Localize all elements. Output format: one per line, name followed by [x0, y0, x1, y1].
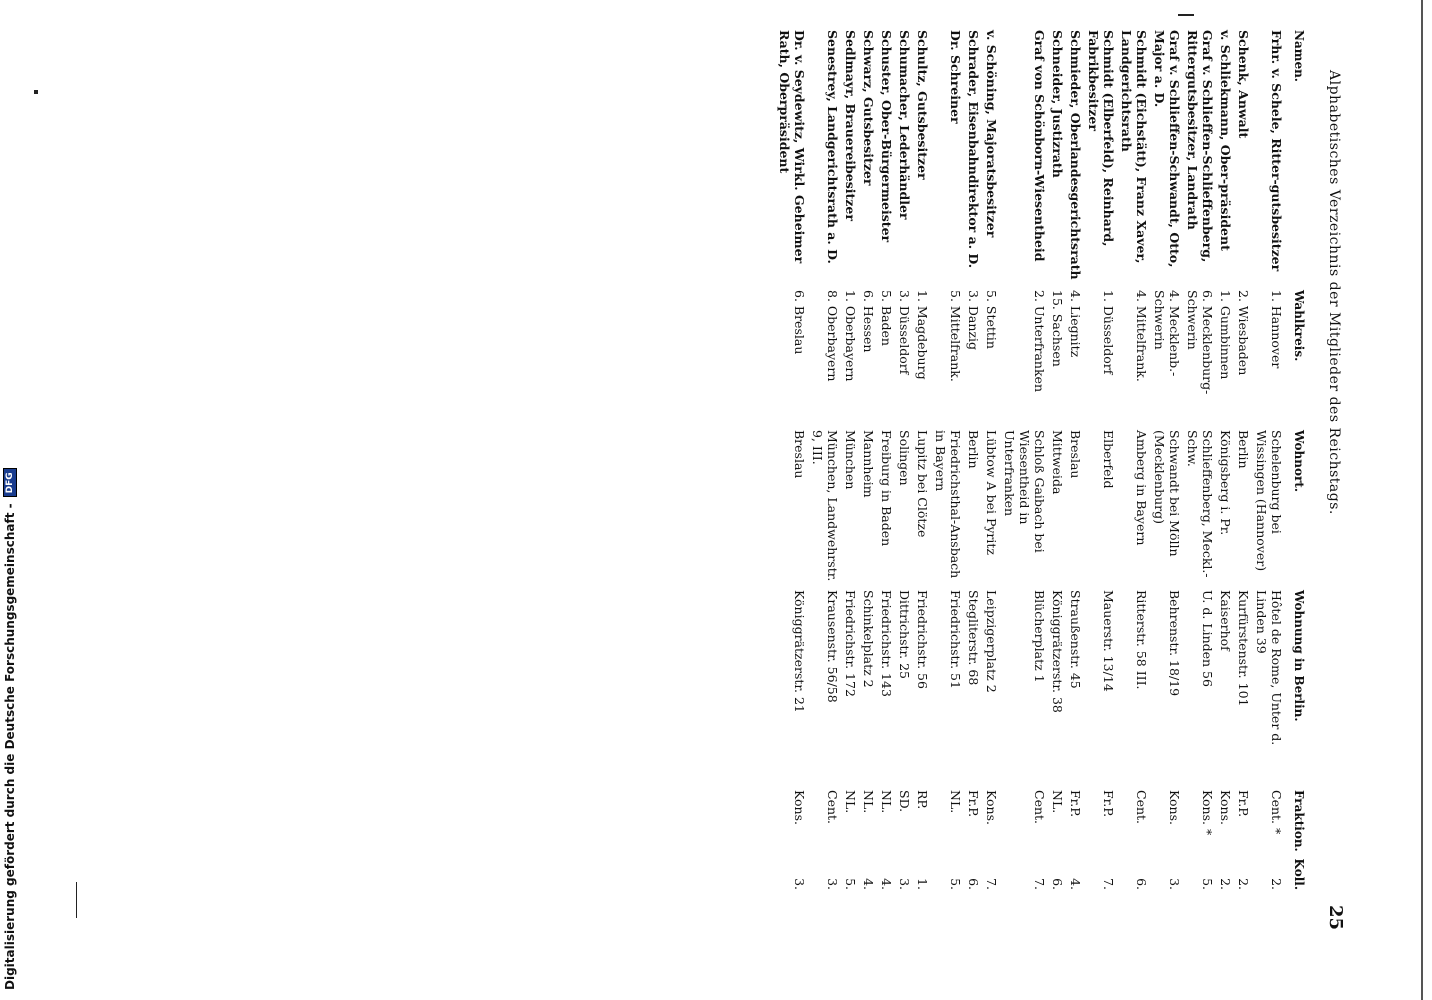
list-item: [879, 30, 894, 930]
list-item: [1050, 30, 1065, 930]
member-berlin-address: Königgrätzerstr. 38: [1050, 590, 1065, 713]
list-item: [810, 30, 840, 930]
member-wahlkreis: 15. Sachsen: [1050, 290, 1065, 367]
member-fraktion: Cent.: [1134, 790, 1149, 825]
member-wohnort: Mannheim: [861, 430, 876, 498]
member-wohnort: Lupitz bei Clötze: [915, 430, 930, 538]
member-wahlkreis: 1. Oberbayern: [843, 290, 858, 382]
column-header-wohnort: Wohnort.: [1292, 430, 1306, 492]
member-name: Dr. Schreiner: [948, 30, 963, 124]
list-item: [843, 30, 858, 930]
list-item: [1254, 30, 1284, 930]
scan-artifact: [76, 882, 77, 918]
member-wahlkreis: 3. Danzig: [966, 290, 981, 351]
member-wohnort: Schlieffenberg, Meckl.-Schw.: [1185, 430, 1215, 578]
member-name: Schultz, Gutsbesitzer: [915, 30, 930, 180]
member-kolonne: 3.: [792, 878, 807, 890]
member-wohnort: Schloß Gaibach bei Wiesentheid in Unterfranken: [1002, 430, 1047, 553]
list-item: [1086, 30, 1116, 930]
dfg-logo: DFG: [3, 468, 17, 497]
member-name: Frhr. v. Schele, Ritter-gutsbesitzer: [1269, 30, 1284, 272]
member-wohnort: Friedrichsthal-Ansbach in Bayern: [933, 430, 963, 579]
member-berlin-address: Ritterstr. 58 III.: [1134, 590, 1149, 690]
member-wohnort: Lübtow A bei Pyritz: [984, 430, 999, 555]
member-kolonne: 1.: [915, 878, 930, 890]
list-item: [1068, 30, 1083, 930]
member-wahlkreis: 2. Unterfranken: [1032, 290, 1047, 393]
member-name: Schenk, Anwalt: [1236, 30, 1251, 139]
scan-artifact: [1178, 14, 1194, 16]
member-berlin-address: Friedrichstr. 172: [843, 590, 858, 697]
member-fraktion: Fr.P.: [1236, 790, 1251, 818]
member-wahlkreis: 4. Liegnitz: [1068, 290, 1083, 358]
member-berlin-address: Krausenstr. 56/58: [825, 590, 840, 703]
member-kolonne: 3.: [1167, 878, 1182, 890]
member-kolonne: 6.: [1134, 878, 1149, 890]
member-name: Schmidt (Elberfeld), Reinhard, Fabrikbesitzer: [1086, 30, 1116, 247]
member-fraktion: Cent.: [825, 790, 840, 825]
member-wohnort: Solingen: [897, 430, 912, 486]
member-fraktion: NL.: [1050, 790, 1065, 814]
member-name: Dr. v. Seydewitz, Wirkl. Geheimer Rath, Oberpräsident: [777, 30, 807, 264]
member-wohnort: Freiburg in Baden: [879, 430, 894, 547]
member-wahlkreis: 5. Stettin: [984, 290, 999, 349]
member-fraktion: NL.: [843, 790, 858, 814]
member-wohnort: Elberfeld: [1101, 430, 1116, 489]
member-kolonne: 3.: [825, 878, 840, 890]
member-berlin-address: Königgrätzerstr. 21: [792, 590, 807, 713]
list-item: [1002, 30, 1047, 930]
list-item: [933, 30, 963, 930]
member-fraktion: NL.: [861, 790, 876, 814]
member-name: Graf v. Schlieffen-Schlieffenberg, Rittergutsbesitzer, Landrath: [1185, 30, 1215, 263]
document-page: [416, 30, 1346, 930]
member-fraktion: Fr.P.: [1068, 790, 1083, 818]
member-berlin-address: Leipzigerplatz 2: [984, 590, 999, 693]
member-berlin-address: Mauerstr. 13/14: [1101, 590, 1116, 692]
member-kolonne: 7.: [984, 878, 999, 890]
member-berlin-address: Blücherplatz 1: [1032, 590, 1047, 683]
member-berlin-address: Dittrichstr. 25: [897, 590, 912, 679]
member-wahlkreis: 1. Magdeburg: [915, 290, 930, 380]
member-wahlkreis: 5. Baden: [879, 290, 894, 346]
member-wohnort: München: [843, 430, 858, 490]
column-header-berlin: Wohnung in Berlin.: [1292, 590, 1306, 722]
member-fraktion: SD.: [897, 790, 912, 813]
member-wahlkreis: 8. Oberbayern: [825, 290, 840, 382]
member-name: Schneider, Justizrath: [1050, 30, 1065, 178]
page-title: Alphabetisches Verzeichnis der Mitglieder des Reichstags.: [1326, 70, 1342, 515]
member-name: Sedlmayr, Brauereibesitzer: [843, 30, 858, 221]
member-name: Schmidt (Eichstätt), Franz Xaver, Landgerichtsrath: [1119, 30, 1149, 264]
member-kolonne: 6.: [966, 878, 981, 890]
member-wahlkreis: 2. Wiesbaden: [1236, 290, 1251, 376]
list-item: [1185, 30, 1215, 930]
list-item: [984, 30, 999, 930]
member-berlin-address: Friedrichstr. 51: [948, 590, 963, 689]
member-name: Graf v. Schlieffen-Schwandt, Otto, Major a. D.: [1152, 30, 1182, 268]
member-wohnort: Breslau: [1068, 430, 1083, 479]
scan-artifact: [1421, 0, 1423, 1000]
member-name: v. Schöning, Majoratsbesitzer: [984, 30, 999, 238]
member-name: Senestrey, Landgerichtsrath a. D.: [825, 30, 840, 264]
member-kolonne: 2.: [1218, 878, 1233, 890]
member-kolonne: 7.: [1101, 878, 1116, 890]
member-fraktion: Kons.: [1167, 790, 1182, 825]
rotated-content: [416, 30, 1346, 930]
list-item: [861, 30, 876, 930]
column-header-name: Namen.: [1292, 30, 1306, 82]
member-name: Schuster, Ober-Bürgermeister: [879, 30, 894, 243]
member-kolonne: 7.: [1032, 878, 1047, 890]
member-fraktion: Kons.: [1218, 790, 1233, 825]
column-header-kolonne: Koll.: [1292, 858, 1306, 890]
member-wohnort: München, Landwehrstr. 9, III.: [810, 430, 840, 582]
member-wohnort: Mittweida: [1050, 430, 1065, 495]
list-item: [1236, 30, 1251, 930]
member-fraktion: NL.: [948, 790, 963, 814]
member-berlin-address: Behrenstr. 18/19: [1167, 590, 1182, 697]
member-wahlkreis: 1. Düsseldorf: [1101, 290, 1116, 375]
member-name: Graf von Schönborn-Wiesentheid: [1032, 30, 1047, 262]
member-wohnort: Amberg in Bayern: [1134, 430, 1149, 546]
list-item: [897, 30, 912, 930]
member-wohnort: Berlin: [1236, 430, 1251, 469]
member-fraktion: Cent.: [1032, 790, 1047, 825]
member-wahlkreis: 1. Hannover: [1269, 290, 1284, 369]
member-wahlkreis: 3. Düsseldorf: [897, 290, 912, 375]
member-name: Schrader, Eisenbahndirektor a. D.: [966, 30, 981, 269]
member-kolonne: 6.: [1050, 878, 1065, 890]
member-berlin-address: U. d. Linden 56: [1200, 590, 1215, 687]
member-kolonne: 2.: [1269, 878, 1284, 890]
member-wahlkreis: 6. Mecklenburg-Schwerin: [1185, 290, 1215, 395]
member-berlin-address: Kurfürstenstr. 101: [1236, 590, 1251, 707]
member-fraktion: Kons. *: [1200, 790, 1215, 836]
member-fraktion: NL.: [879, 790, 894, 814]
member-wahlkreis: 4. Mecklenb.-Schwerin: [1152, 290, 1182, 377]
column-headers: [1292, 30, 1306, 930]
member-berlin-address: Friedrichstr. 56: [915, 590, 930, 689]
member-wohnort: Schelenburg bei Wissingen (Hannover): [1254, 430, 1284, 572]
scan-artifact: [34, 90, 38, 94]
page-number: 25: [1325, 904, 1346, 930]
member-fraktion: Cent. *: [1269, 790, 1284, 835]
column-header-wahlkreis: Wahlkreis.: [1292, 290, 1306, 362]
member-berlin-address: Straußenstr. 45: [1068, 590, 1083, 689]
member-fraktion: Kons.: [984, 790, 999, 825]
member-berlin-address: Schinkelplatz 2: [861, 590, 876, 688]
member-wahlkreis: 1. Gumbinnen: [1218, 290, 1233, 380]
member-berlin-address: Kaiserhof: [1218, 590, 1233, 651]
member-list: [774, 30, 1284, 930]
list-item: [915, 30, 930, 930]
member-wahlkreis: 5. Mittelfrank.: [948, 290, 963, 382]
member-wahlkreis: 6. Hessen: [861, 290, 876, 353]
list-item: [1152, 30, 1182, 930]
member-name: Schmieder, Oberlandesgerichtsrath: [1068, 30, 1083, 280]
member-berlin-address: Hôtel de Rome, Unter d. Linden 39: [1254, 590, 1284, 746]
member-kolonne: 5.: [843, 878, 858, 890]
member-kolonne: 4.: [1068, 878, 1083, 890]
member-wohnort: Berlin: [966, 430, 981, 469]
member-wahlkreis: 6. Breslau: [792, 290, 807, 355]
page-header: [1325, 70, 1346, 930]
member-fraktion: Kons.: [792, 790, 807, 825]
member-berlin-address: Stegliterstr. 68: [966, 590, 981, 686]
member-wahlkreis: 4. Mittelfrank.: [1134, 290, 1149, 382]
member-kolonne: 5.: [948, 878, 963, 890]
member-name: Schumacher, Lederhändler: [897, 30, 912, 220]
column-header-fraktion: Fraktion.: [1292, 790, 1306, 852]
member-wohnort: Schwandt bei Mölln (Mecklenburg): [1152, 430, 1182, 557]
member-kolonne: 4.: [861, 878, 876, 890]
digitization-note: [0, 0, 20, 1000]
digitization-text: Digitalisierung gefördert durch die Deutsche Forschungsgemeinschaft -: [3, 503, 17, 990]
member-kolonne: 4.: [879, 878, 894, 890]
member-berlin-address: Friedrichstr. 143: [879, 590, 894, 697]
list-item: [1119, 30, 1149, 930]
member-wohnort: Breslau: [792, 430, 807, 479]
member-fraktion: Fr.P.: [966, 790, 981, 818]
member-name: Schwarz, Gutsbesitzer: [861, 30, 876, 186]
member-fraktion: Fr.P.: [1101, 790, 1116, 818]
member-name: v. Schliekmann, Ober-präsident: [1218, 30, 1233, 251]
list-item: [966, 30, 981, 930]
member-wohnort: Königsberg i. Pr.: [1218, 430, 1233, 536]
member-kolonne: 3.: [897, 878, 912, 890]
member-kolonne: 5.: [1200, 878, 1215, 890]
list-item: [777, 30, 807, 930]
member-kolonne: 2.: [1236, 878, 1251, 890]
list-item: [1218, 30, 1233, 930]
member-fraktion: RP.: [915, 790, 930, 810]
